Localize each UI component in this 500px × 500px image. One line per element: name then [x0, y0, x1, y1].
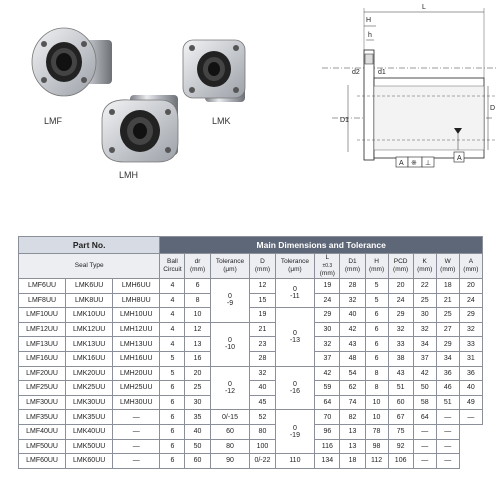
cell-a: 36: [459, 366, 482, 381]
cell-dr: 30: [185, 395, 210, 410]
table-row: [19, 424, 483, 439]
cell-k: 75: [388, 424, 413, 439]
cell-lmf-part: LMF25UU: [19, 381, 66, 396]
cell-lmk-part: LMK25UU: [66, 381, 113, 396]
cell-lmh-part: —: [113, 424, 160, 439]
table-row: [19, 279, 483, 294]
cell-dr-tolerance: 0 -12: [210, 366, 250, 410]
cell-lmh-part: LMH20UU: [113, 366, 160, 381]
cell-dr: 25: [185, 381, 210, 396]
cell-w: —: [413, 439, 436, 454]
cell-dr: 20: [185, 366, 210, 381]
cell-lmf-part: LMF20UU: [19, 366, 66, 381]
ball-circuit-header: Ball Circuit: [160, 254, 185, 279]
cell-h: 6: [365, 322, 388, 337]
table-row: [19, 439, 483, 454]
table-row: [19, 351, 483, 366]
cell-d1: 42: [340, 322, 365, 337]
cell-d1: 43: [340, 337, 365, 352]
cell-w: 29: [436, 337, 459, 352]
cell-d-tolerance: 0/-22: [250, 454, 275, 469]
cell-d: 12: [250, 279, 275, 294]
cell-lmk-part: LMK35UU: [66, 410, 113, 425]
cell-pcd: 98: [365, 439, 388, 454]
cell-d1: 48: [340, 351, 365, 366]
cell-lmf-part: LMF6UU: [19, 279, 66, 294]
table-row: [19, 322, 483, 337]
cell-d: 15: [250, 293, 275, 308]
cell-h: 8: [365, 366, 388, 381]
cell-lmf-part: LMF10UU: [19, 308, 66, 323]
cell-dr: 40: [185, 424, 210, 439]
a-header: A (mm): [459, 254, 482, 279]
cell-ball-circuit: 6: [160, 381, 185, 396]
cell-k: 30: [413, 308, 436, 323]
cell-d1: 74: [340, 395, 365, 410]
cell-w: —: [413, 454, 436, 469]
cell-a: —: [459, 410, 482, 425]
cell-d-tolerance: 0 -11: [275, 279, 315, 308]
cell-l: 80: [250, 424, 275, 439]
cell-ball-circuit: 5: [160, 366, 185, 381]
d-header: D (mm): [250, 254, 275, 279]
dimension-label: L: [422, 4, 426, 11]
cell-w: —: [436, 410, 459, 425]
cell-lmf-part: LMF13UU: [19, 337, 66, 352]
cell-lmh-part: —: [113, 410, 160, 425]
cell-a: —: [436, 454, 459, 469]
lmf-bearing-image: [32, 28, 112, 96]
cell-dr: 60: [185, 454, 210, 469]
cell-lmh-part: LMH16UU: [113, 351, 160, 366]
cell-l: 37: [315, 351, 340, 366]
cell-ball-circuit: 6: [160, 439, 185, 454]
cell-k: 106: [388, 454, 413, 469]
cell-dr: 35: [185, 410, 210, 425]
cell-w: 21: [436, 293, 459, 308]
cell-d1: 96: [315, 424, 340, 439]
tolerance-dr-header: Tolerance (μm): [210, 254, 250, 279]
cell-dr: 6: [185, 279, 210, 294]
cell-lmh-part: —: [113, 439, 160, 454]
cell-dr: 16: [185, 351, 210, 366]
seal-type-header: Seal Type: [19, 254, 160, 279]
cell-lmh-part: —: [113, 454, 160, 469]
cell-d: 21: [250, 322, 275, 337]
cell-w: 51: [436, 395, 459, 410]
cell-h: 18: [340, 454, 365, 469]
table-row: [19, 395, 483, 410]
cell-l: 70: [315, 410, 340, 425]
dimension-label: H: [366, 17, 372, 24]
dimension-label: d1: [378, 69, 386, 76]
cell-pcd: 78: [365, 424, 388, 439]
table-row: [19, 410, 483, 425]
cell-d: 28: [250, 351, 275, 366]
datum-label: A: [399, 160, 404, 167]
cell-dr: 50: [185, 439, 210, 454]
cell-dr: 12: [185, 322, 210, 337]
l-header: L ±0.3 (mm): [315, 254, 340, 279]
cell-dr: 8: [185, 293, 210, 308]
cell-lmf-part: LMF40UU: [19, 424, 66, 439]
w-header: W (mm): [436, 254, 459, 279]
cell-lmk-part: LMK13UU: [66, 337, 113, 352]
cell-d: 32: [250, 366, 275, 381]
cell-lmh-part: LMH12UU: [113, 322, 160, 337]
cell-l: 42: [315, 366, 340, 381]
cell-lmk-part: LMK30UU: [66, 395, 113, 410]
cell-d1: 116: [315, 439, 340, 454]
cell-a: 33: [459, 337, 482, 352]
cell-lmk-part: LMK60UU: [66, 454, 113, 469]
lmh-label: LMH: [119, 170, 139, 180]
cell-w: 46: [436, 381, 459, 396]
h-header: H (mm): [365, 254, 388, 279]
cell-a: —: [436, 424, 459, 439]
table-row: [19, 366, 483, 381]
cell-l: 110: [275, 454, 315, 469]
cell-a: 24: [459, 293, 482, 308]
cell-ball-circuit: 6: [160, 410, 185, 425]
cell-w: —: [413, 424, 436, 439]
lmk-label: LMK: [212, 116, 231, 126]
cell-lmh-part: LMH13UU: [113, 337, 160, 352]
cell-pcd: 32: [388, 322, 413, 337]
cell-d-tolerance: 0 -19: [275, 410, 315, 454]
table-row: [19, 454, 483, 469]
part-no-header: Part No.: [19, 237, 160, 254]
cell-d1: 28: [340, 279, 365, 294]
cell-k: 58: [413, 395, 436, 410]
cell-lmk-part: LMK40UU: [66, 424, 113, 439]
dr-header: dr (mm): [185, 254, 210, 279]
cell-d1: 82: [340, 410, 365, 425]
cell-ball-circuit: 6: [160, 395, 185, 410]
dimension-label: D1: [340, 117, 349, 124]
table-row: [19, 337, 483, 352]
cell-dr-tolerance: 0 -9: [210, 279, 250, 323]
dimension-label: h: [368, 32, 372, 39]
cell-dr: 13: [185, 337, 210, 352]
lmf-label: LMF: [44, 116, 62, 126]
cell-h: 10: [365, 395, 388, 410]
cell-pcd: 112: [365, 454, 388, 469]
dimension-label: D: [490, 105, 496, 112]
table-row: [19, 293, 483, 308]
cell-l: 19: [315, 279, 340, 294]
cell-d1: 134: [315, 454, 340, 469]
cell-l: 100: [250, 439, 275, 454]
datum-label-2: A: [457, 155, 462, 162]
cell-lmh-part: LMH6UU: [113, 279, 160, 294]
cell-a: 29: [459, 308, 482, 323]
cell-d-tolerance: 0 -13: [275, 308, 315, 366]
cell-lmk-part: LMK20UU: [66, 366, 113, 381]
cell-k: 34: [413, 337, 436, 352]
cell-lmf-part: LMF60UU: [19, 454, 66, 469]
cell-d: 80: [210, 439, 250, 454]
table-row: [19, 381, 483, 396]
bearing-illustrations: [0, 0, 310, 230]
cell-ball-circuit: 4: [160, 308, 185, 323]
cell-l: 30: [315, 322, 340, 337]
cell-a: 32: [459, 322, 482, 337]
cell-a: 49: [459, 395, 482, 410]
cell-dr-tolerance: 0 -10: [210, 322, 250, 366]
cell-l: 32: [315, 337, 340, 352]
cell-lmf-part: LMF8UU: [19, 293, 66, 308]
cell-pcd: 33: [388, 337, 413, 352]
cell-d: 52: [250, 410, 275, 425]
cell-d: 45: [250, 395, 275, 410]
cell-lmf-part: LMF16UU: [19, 351, 66, 366]
cell-h: 8: [365, 381, 388, 396]
cell-d1: 62: [340, 381, 365, 396]
cell-k: 22: [413, 279, 436, 294]
cell-ball-circuit: 6: [160, 454, 185, 469]
cell-ball-circuit: 4: [160, 337, 185, 352]
product-photos: [0, 0, 310, 230]
cell-d1: 54: [340, 366, 365, 381]
cell-ball-circuit: 5: [160, 351, 185, 366]
cell-w: 25: [436, 308, 459, 323]
cell-lmk-part: LMK6UU: [66, 279, 113, 294]
cell-l: 24: [315, 293, 340, 308]
cell-dr-tolerance: 0/-15: [210, 410, 250, 425]
cell-l: 59: [315, 381, 340, 396]
dimension-label: d2: [352, 69, 360, 76]
cell-k: 42: [413, 366, 436, 381]
cell-k: 37: [413, 351, 436, 366]
cell-w: 34: [436, 351, 459, 366]
cell-lmk-part: LMK8UU: [66, 293, 113, 308]
cell-h: 6: [365, 337, 388, 352]
tolerance-symbol: ※: [411, 160, 417, 167]
cell-d: 40: [250, 381, 275, 396]
cell-a: —: [436, 439, 459, 454]
cell-d: 19: [250, 308, 275, 323]
lmk-bearing-image: [183, 40, 245, 102]
cell-d: 90: [210, 454, 250, 469]
cell-h: 13: [340, 424, 365, 439]
cell-lmh-part: LMH10UU: [113, 308, 160, 323]
cell-pcd: 38: [388, 351, 413, 366]
table-row: [19, 308, 483, 323]
cell-pcd: 51: [388, 381, 413, 396]
cell-a: 40: [459, 381, 482, 396]
cell-pcd: 60: [388, 395, 413, 410]
cell-k: 32: [413, 322, 436, 337]
cell-lmh-part: LMH25UU: [113, 381, 160, 396]
cell-h: 6: [365, 308, 388, 323]
cell-pcd: 20: [388, 279, 413, 294]
cell-h: 5: [365, 293, 388, 308]
cell-d: 60: [210, 424, 250, 439]
perpendicular-symbol: ⊥: [425, 160, 432, 167]
specification-table: [18, 236, 483, 469]
cell-lmk-part: LMK12UU: [66, 322, 113, 337]
cell-pcd: 67: [388, 410, 413, 425]
cell-k: 25: [413, 293, 436, 308]
cell-d1: 32: [340, 293, 365, 308]
technical-drawing: [312, 0, 500, 185]
cell-pcd: 29: [388, 308, 413, 323]
cell-w: 18: [436, 279, 459, 294]
cell-lmh-part: LMH8UU: [113, 293, 160, 308]
cell-l: 29: [315, 308, 340, 323]
cell-h: 5: [365, 279, 388, 294]
cell-k: 64: [413, 410, 436, 425]
cell-lmf-part: LMF30UU: [19, 395, 66, 410]
k-header: K (mm): [413, 254, 436, 279]
cell-l: 64: [315, 395, 340, 410]
table-body: [19, 279, 483, 469]
pcd-header: PCD (mm): [388, 254, 413, 279]
cell-w: 36: [436, 366, 459, 381]
cell-pcd: 43: [388, 366, 413, 381]
cell-pcd: 24: [388, 293, 413, 308]
dimension-drawing: [312, 0, 500, 185]
cell-lmf-part: LMF35UU: [19, 410, 66, 425]
cell-k: 50: [413, 381, 436, 396]
tolerance-d-header: Tolerance (μm): [275, 254, 315, 279]
cell-k: 92: [388, 439, 413, 454]
cell-a: 31: [459, 351, 482, 366]
cell-d1: 40: [340, 308, 365, 323]
cell-lmf-part: LMF12UU: [19, 322, 66, 337]
cell-lmf-part: LMF50UU: [19, 439, 66, 454]
cell-h: 13: [340, 439, 365, 454]
cell-w: 27: [436, 322, 459, 337]
cell-dr: 10: [185, 308, 210, 323]
main-dimensions-header: Main Dimensions and Tolerance: [160, 237, 483, 254]
lmh-bearing-image: [102, 95, 178, 162]
cell-h: 10: [365, 410, 388, 425]
cell-ball-circuit: 6: [160, 424, 185, 439]
cell-a: 20: [459, 279, 482, 294]
cell-ball-circuit: 4: [160, 279, 185, 294]
d1-header: D1 (mm): [340, 254, 365, 279]
cell-lmk-part: LMK10UU: [66, 308, 113, 323]
cell-ball-circuit: 4: [160, 322, 185, 337]
cell-h: 6: [365, 351, 388, 366]
cell-d-tolerance: 0 -16: [275, 366, 315, 410]
cell-d: 23: [250, 337, 275, 352]
cell-lmk-part: LMK16UU: [66, 351, 113, 366]
cell-lmk-part: LMK50UU: [66, 439, 113, 454]
cell-lmh-part: LMH30UU: [113, 395, 160, 410]
cell-ball-circuit: 4: [160, 293, 185, 308]
